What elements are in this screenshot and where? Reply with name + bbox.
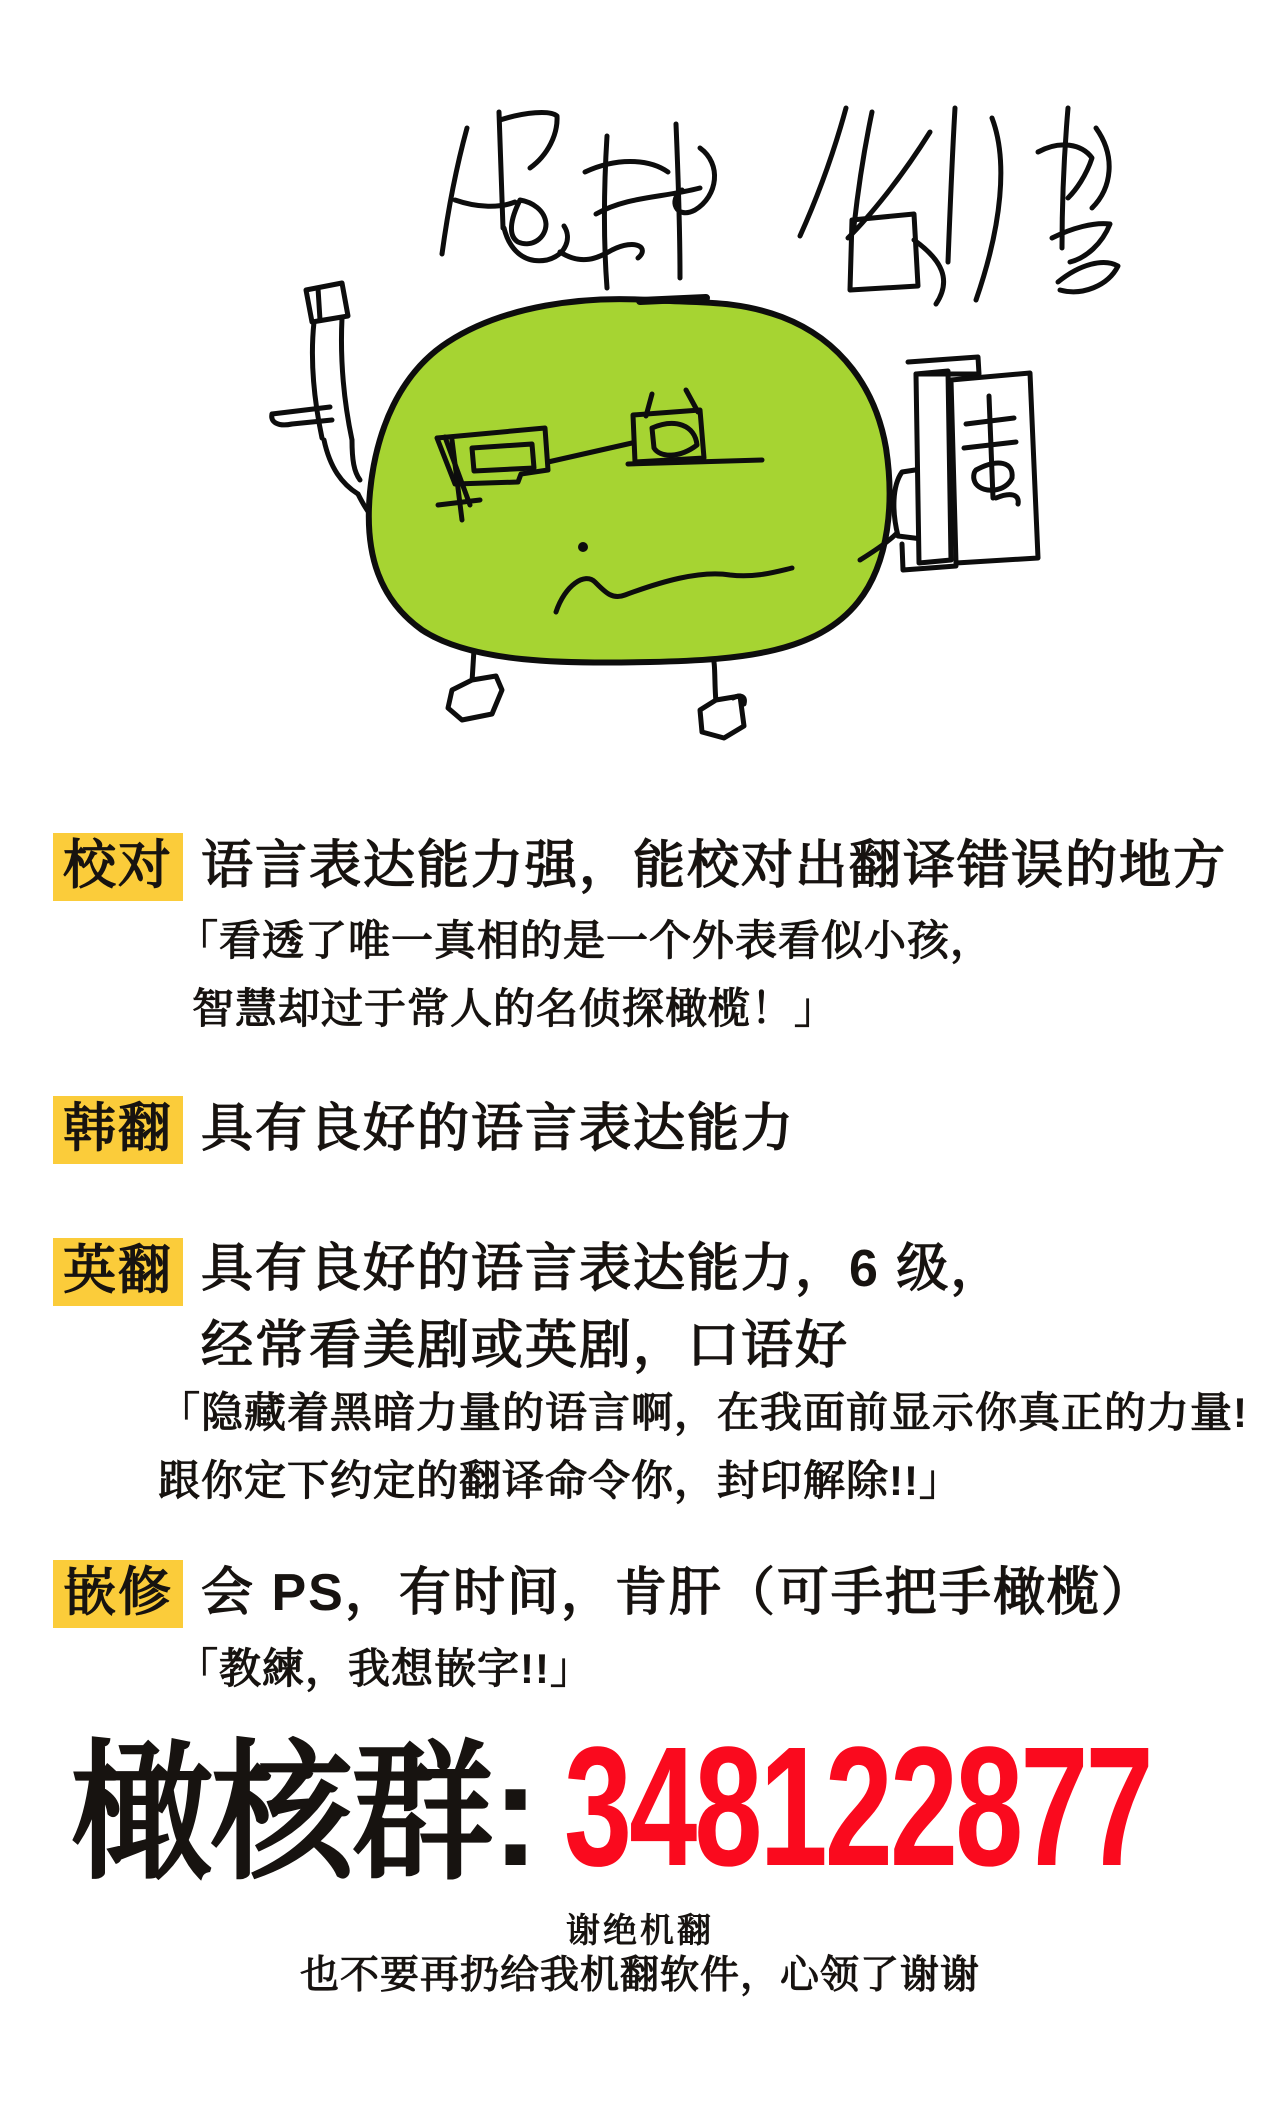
proofread-quote-line2: 智慧却过于常人的名侦探橄榄！」 [192,985,838,1032]
typeset-tag: 嵌修 [53,1560,183,1628]
qq-group-number: 348122877 [563,1712,1151,1902]
proofread-tag: 校对 [53,833,183,901]
typeset-quote [176,1645,593,1692]
olive-body [369,299,890,662]
scribble-title-doodle [442,108,1118,304]
korean-requirement: 具有良好的语言表达能力 [201,1100,796,1159]
proofread-quote [176,917,994,1032]
english-quote-line2: 跟你定下约定的翻译命令你，封印解除!!」 [158,1457,962,1504]
english-requirement-line2: 经常看美剧或英剧，口语好 [201,1317,850,1376]
english-quote [158,1389,1248,1504]
typeset-quote-line1: 「教練，我想嵌字!!」 [176,1645,593,1692]
typeset-requirement: 会 PS，有时间，肯肝（可手把手橄榄） [201,1564,1155,1623]
proofread-requirement: 语言表达能力强，能校对出翻译错误的地方 [201,837,1228,896]
section-english-translator [53,1238,1004,1379]
section-proofread [53,833,1227,901]
section-typesetter [53,1560,1155,1628]
face-dot [578,542,588,552]
qq-group-line [70,1712,1280,1902]
korean-tag: 韩翻 [53,1096,183,1164]
left-arm-doodle [272,283,380,524]
proofread-quote-line1: 「看透了唯一真相的是一个外表看似小孩， [176,917,994,964]
olive-mascot-doodle [0,0,1280,770]
english-tag: 英翻 [53,1238,183,1306]
footer-no-mtl-detail: 也不要再扔给我机翻软件，心领了谢谢 [299,1954,980,1997]
footer-no-mtl: 谢绝机翻 [566,1912,714,1950]
section-korean-translator [53,1096,795,1164]
english-quote-line1: 「隐藏着黑暗力量的语言啊，在我面前显示你真正的力量! [158,1389,1248,1436]
qq-group-prefix: 橄核群: [70,1729,538,1897]
english-requirement [201,1238,1004,1379]
english-requirement-line1: 具有良好的语言表达能力，6 级， [201,1240,1005,1298]
